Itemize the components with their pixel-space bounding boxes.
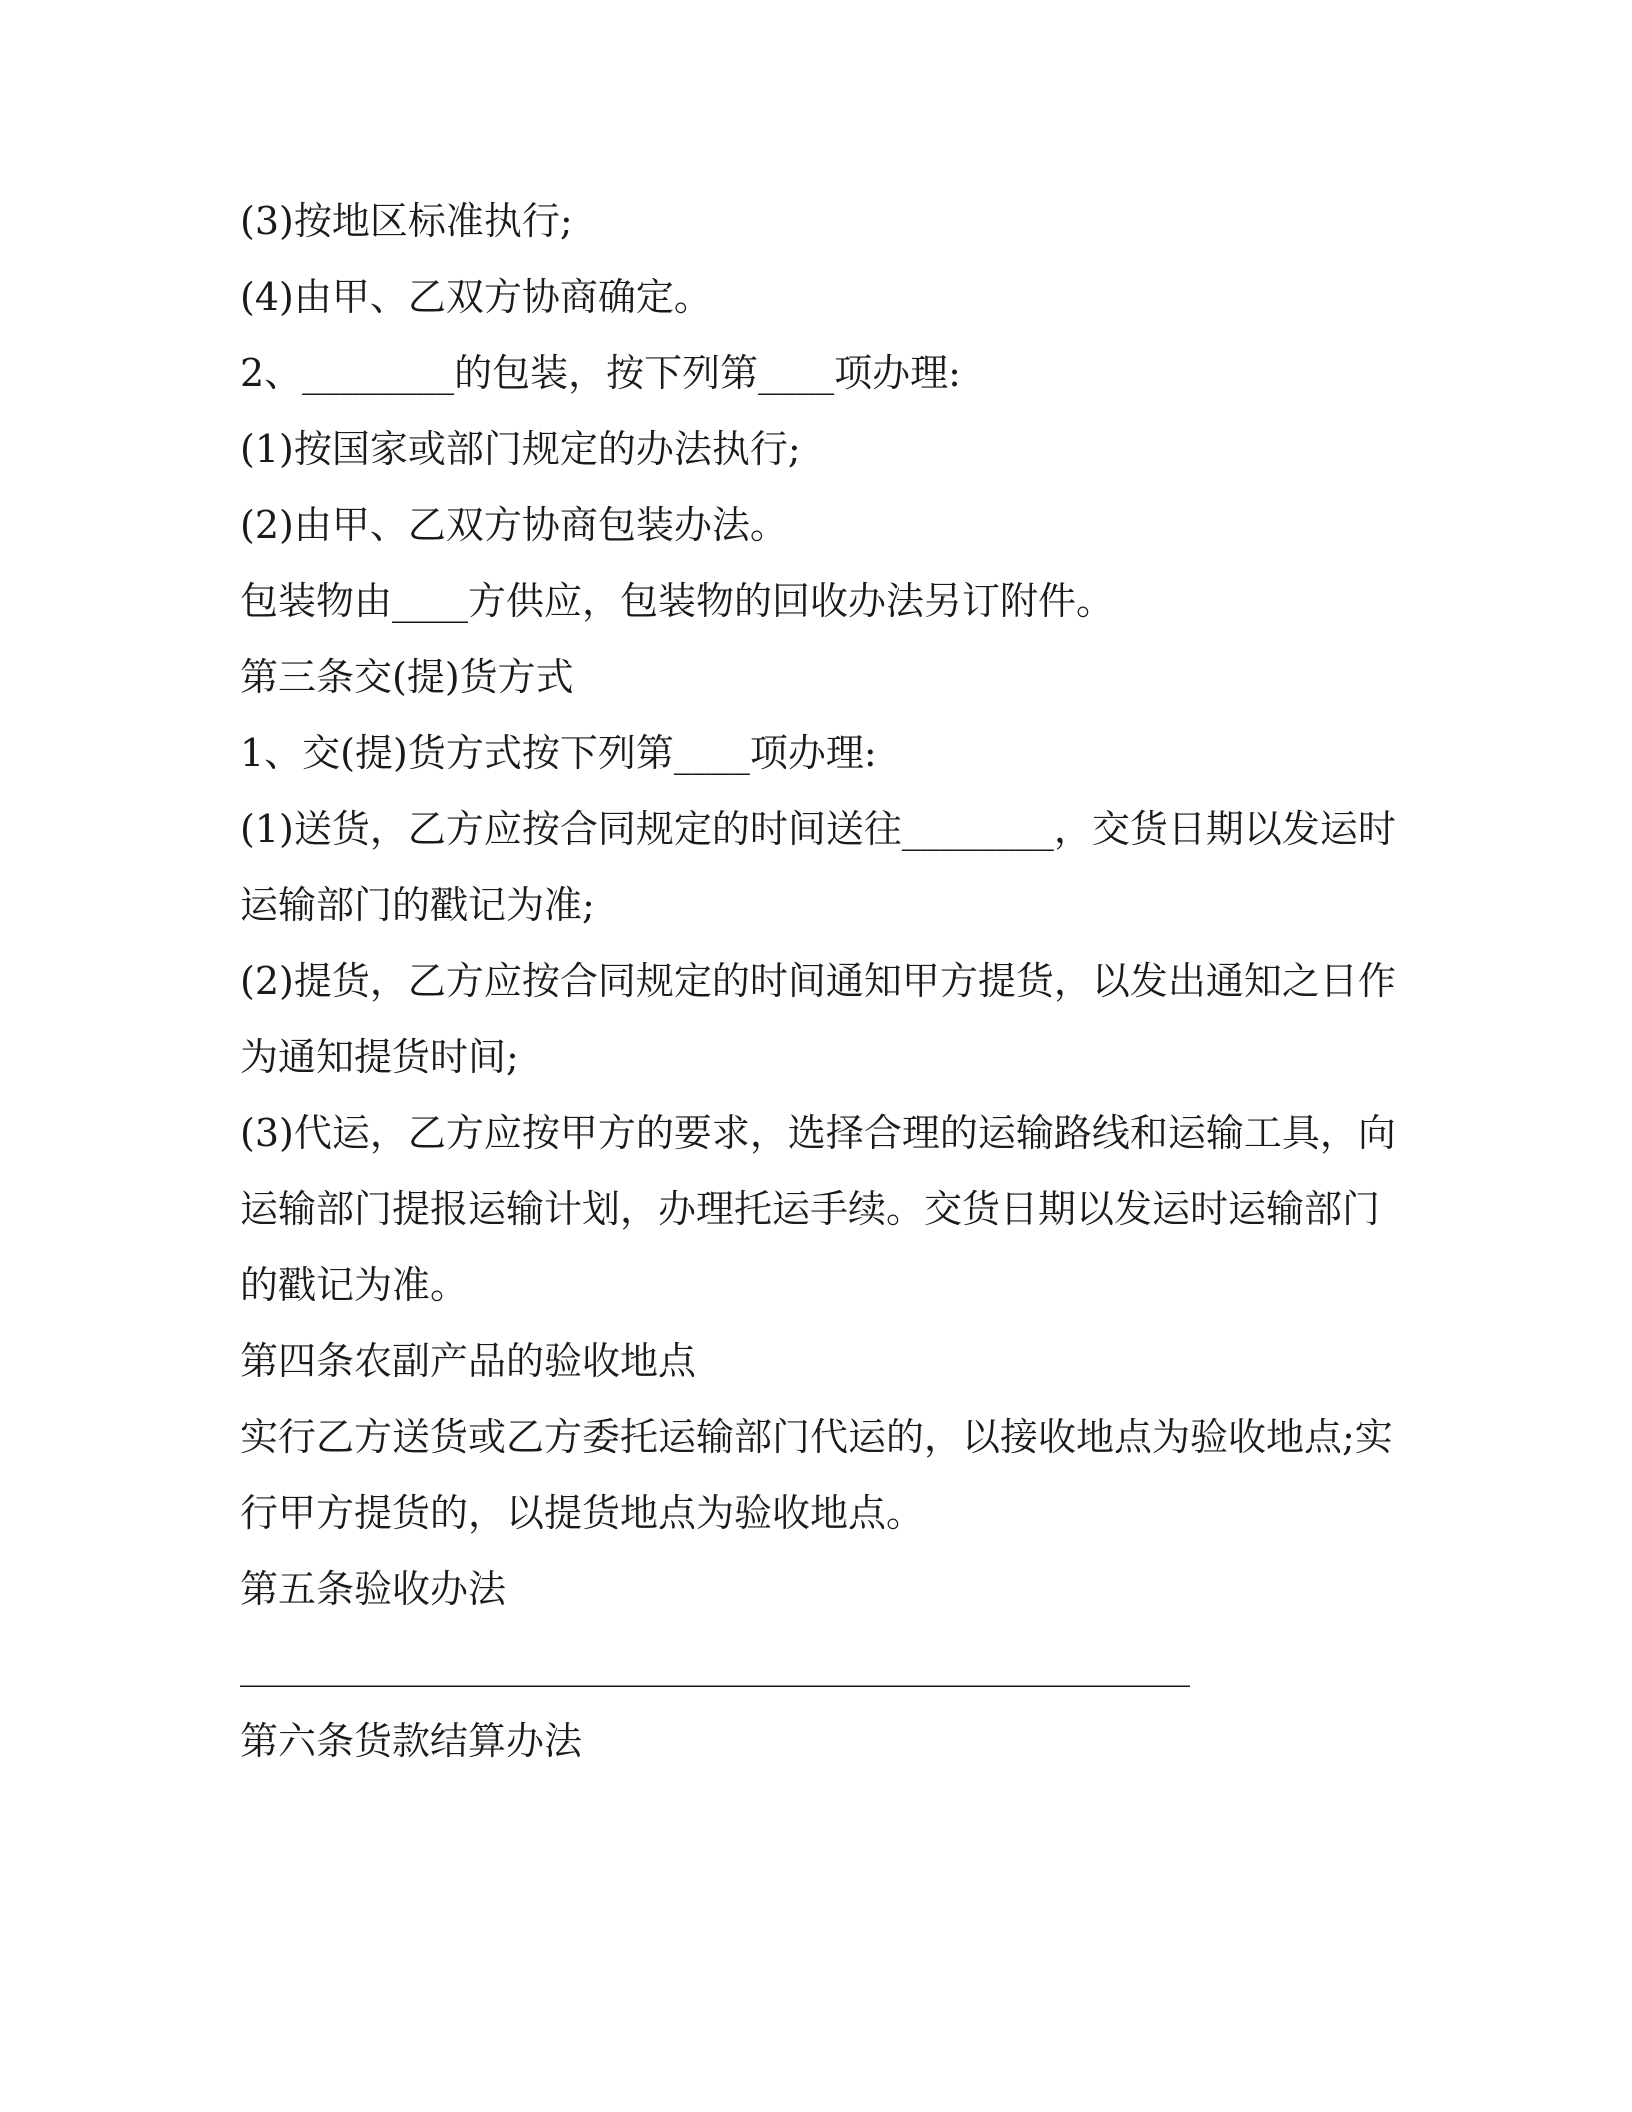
packaging-clause: 2、________的包装，按下列第____项办理: [240,351,961,395]
packaging-item-2: (2)由甲、乙双方协商包装办法。 [240,503,788,547]
clause-item-4-mutual-agreement: (4)由甲、乙双方协商确定。 [240,275,712,319]
delivery-item-1: (1)送货，乙方应按合同规定的时间送往________，交货日期以发运时运输部门的戳记为准; [240,807,1396,927]
delivery-item-3: (3)代运，乙方应按甲方的要求，选择合理的运输路线和运输工具，向运输部门提报运输计划，办理托运手续。交货日期以发运时运输部门的戳记为准。 [240,1111,1396,1307]
article-3-heading: 第三条交(提)货方式 [240,655,574,699]
clause-item-3-regional-standard: (3)按地区标准执行; [240,199,573,243]
inspection-location-text: 实行乙方送货或乙方委托运输部门代运的，以接收地点为验收地点;实行甲方提货的，以提货地点为验收地点。 [240,1415,1393,1535]
packaging-item-1: (1)按国家或部门规定的办法执行; [240,427,801,471]
delivery-item-2: (2)提货，乙方应按合同规定的时间通知甲方提货，以发出通知之日作为通知提货时间; [240,959,1396,1079]
blank-fill-line: __________________________________________________ [240,1643,1190,1687]
document-body [240,183,1400,1779]
article-5-heading: 第五条验收办法 [240,1567,507,1611]
delivery-method-clause: 1、交(提)货方式按下列第____项办理: [240,731,877,775]
article-6-heading: 第六条货款结算办法 [240,1719,583,1763]
packaging-supply-note: 包装物由____方供应，包装物的回收办法另订附件。 [240,579,1115,623]
article-4-heading: 第四条农副产品的验收地点 [240,1339,697,1383]
